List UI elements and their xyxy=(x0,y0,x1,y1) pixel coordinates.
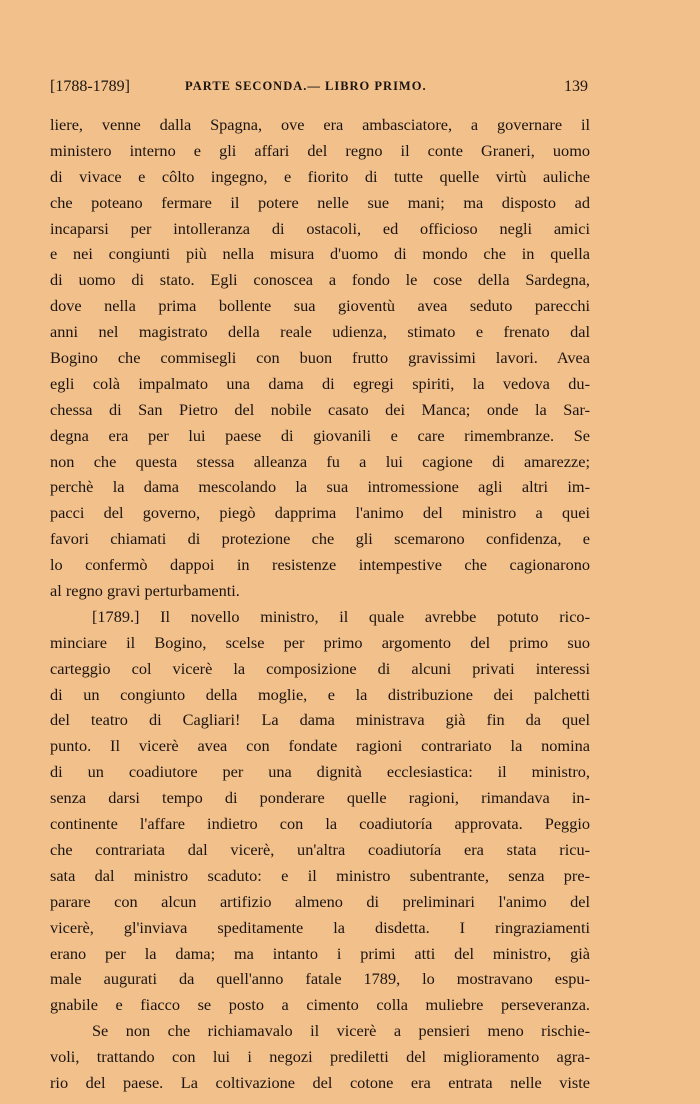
text-line: [1789.] Il novello ministro, il quale avrebbe potuto rico- xyxy=(92,606,590,626)
text-line: anni nel magistrato della reale udienza, stimato e frenato dal xyxy=(50,322,590,342)
text-line: del teatro di Cagliari! La dama ministrava già fin da quel xyxy=(50,710,590,730)
text-line: parare con alcun artifizio almeno di preliminari l'animo del xyxy=(50,891,590,911)
text-line: al regno gravi perturbamenti. xyxy=(50,581,240,601)
text-line: carteggio col vicerè la composizione di alcuni privati interessi xyxy=(50,658,590,678)
text-line: pacci del governo, piegò dapprima l'animo del ministro a quei xyxy=(50,503,590,523)
page-number: 139 xyxy=(564,78,588,95)
text-line: favori chiamati di protezione che gli scemarono confidenza, e xyxy=(50,529,590,549)
text-line: dove nella prima bollente sua gioventù avea seduto parecchi xyxy=(50,296,590,316)
body-text xyxy=(50,112,590,1096)
text-line: vicerè, gl'inviava speditamente la disdetta. I ringraziamenti xyxy=(50,917,590,937)
header-section-title: PARTE SECONDA.— LIBRO PRIMO. xyxy=(185,79,427,93)
text-line: liere, venne dalla Spagna, ove era ambasciatore, a governare il xyxy=(50,115,590,134)
text-line: lo confermò dappoi in resistenze intempestive che cagionarono xyxy=(50,555,590,575)
text-line: perchè la dama mescolando la sua intromessione agli altri im- xyxy=(50,477,590,497)
text-line: di uomo di stato. Egli conoscea a fondo le cose della Sardegna, xyxy=(50,270,590,290)
text-line: egli colà impalmato una dama di egregi spiriti, la vedova du- xyxy=(50,373,590,393)
text-line: degna era per lui paese di giovanili e care rimembranze. Se xyxy=(50,425,590,445)
text-line: che contrariata dal vicerè, un'altra coadiutoría era stata ricu- xyxy=(50,839,590,859)
text-line: male augurati da quell'anno fatale 1789, lo mostravano espu- xyxy=(50,969,590,989)
text-line: di un congiunto della moglie, e la distribuzione dei palchetti xyxy=(50,684,590,704)
text-line: minciare il Bogino, scelse per primo argomento del primo suo xyxy=(50,632,590,652)
text-line: erano per la dama; ma intanto i primi atti del ministro, già xyxy=(50,943,590,963)
text-line: gnabile e fiacco se posto a cimento colla muliebre perseveranza. xyxy=(50,995,590,1015)
text-line: continente l'affare indietro con la coadiutoría approvata. Peggio xyxy=(50,814,590,834)
running-header xyxy=(50,78,588,100)
text-line: di un coadiutore per una dignità ecclesiastica: il ministro, xyxy=(50,762,590,782)
header-years: [1788-1789] xyxy=(50,78,130,95)
text-line: voli, trattando con lui i negozi prediletti del miglioramento agra- xyxy=(50,1047,590,1067)
text-line: ministero interno e gli affari del regno il conte Graneri, uomo xyxy=(50,140,590,160)
text-line: rio del paese. La coltivazione del cotone era entrata nelle viste xyxy=(50,1072,590,1092)
text-line: incaparsi per intolleranza di ostacoli, ed officioso negli amici xyxy=(50,218,590,238)
text-line: non che questa stessa alleanza fu a lui cagione di amarezze; xyxy=(50,451,590,471)
text-line: Se non che richiamavalo il vicerè a pensieri meno rischie- xyxy=(92,1021,590,1041)
text-line: senza darsi tempo di ponderare quelle ragioni, rimandava in- xyxy=(50,788,590,808)
text-line: Bogino che commisegli con buon frutto gravissimi lavori. Avea xyxy=(50,348,590,368)
text-line: di vivace e côlto ingegno, e fiorito di tutte quelle virtù auliche xyxy=(50,166,590,186)
text-line: chessa di San Pietro del nobile casato dei Manca; onde la Sar- xyxy=(50,399,590,419)
text-line: punto. Il vicerè avea con fondate ragioni contrariato la nomina xyxy=(50,736,590,756)
text-line: che poteano fermare il potere nelle sue mani; ma disposto ad xyxy=(50,192,590,212)
text-line: sata dal ministro scaduto: e il ministro subentrante, senza pre- xyxy=(50,865,590,885)
text-line: e nei congiunti più nella misura d'uomo di mondo che in quella xyxy=(50,244,590,264)
